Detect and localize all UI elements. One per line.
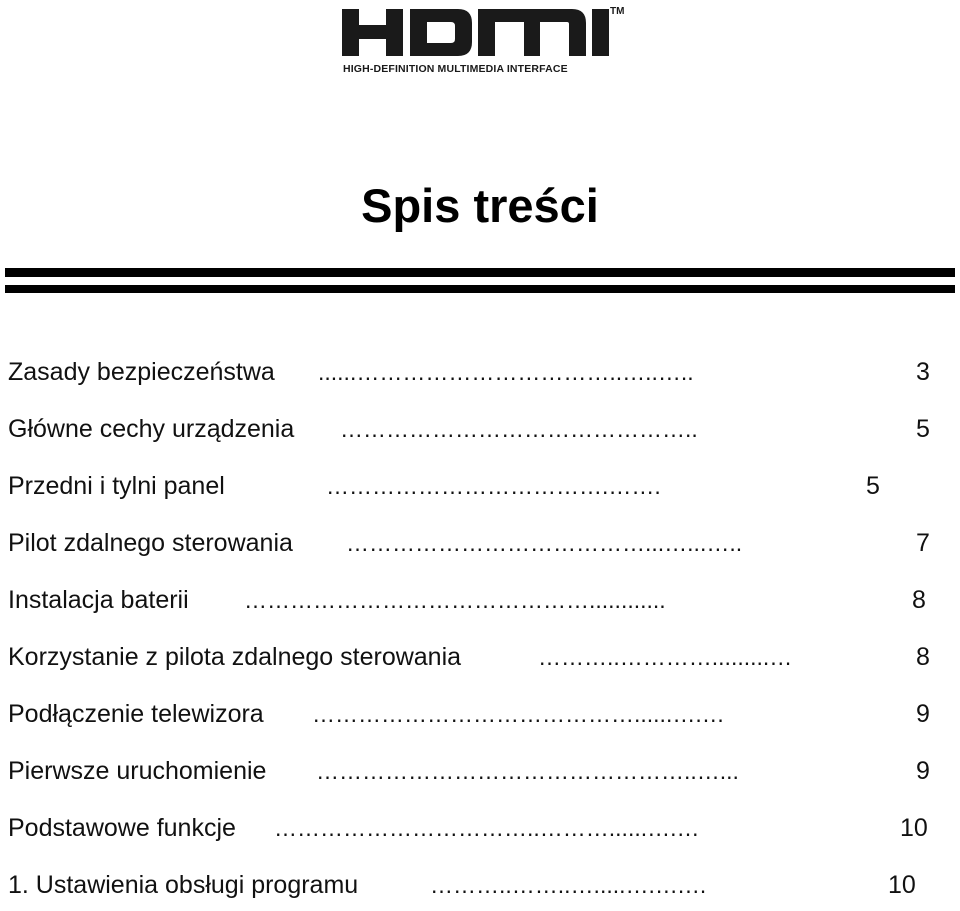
toc-entry-leader: ……………………………………......….… <box>312 701 725 727</box>
hdmi-logo <box>340 6 632 80</box>
toc-entry-label: Pilot zdalnego sterowania <box>8 529 293 557</box>
toc-entry-label: Zasady bezpieczeństwa <box>8 358 275 386</box>
logo-subtitle: HIGH-DEFINITION MULTIMEDIA INTERFACE <box>343 63 568 75</box>
toc-entry-page: 7 <box>916 529 930 557</box>
toc-entry-page: 10 <box>888 871 916 899</box>
toc-entry-leader: ……………………………….……. <box>326 473 661 499</box>
toc-entry-page: 10 <box>900 814 928 842</box>
toc-entry-leader: ………………………………………............ <box>244 587 666 613</box>
page-title: Spis treści <box>361 179 599 232</box>
toc-entry-label: 1. Ustawienia obsługi programu <box>8 871 359 899</box>
toc-entry-label: Przedni i tylni panel <box>8 472 225 500</box>
toc-entry-page: 5 <box>916 415 930 443</box>
toc-entry-label: Główne cechy urządzenia <box>8 415 295 443</box>
toc-entry[interactable] <box>0 523 960 563</box>
toc-entry[interactable] <box>0 808 960 848</box>
toc-entry-page: 8 <box>912 586 926 614</box>
logo-letter-m <box>478 9 586 56</box>
toc-entry-page: 3 <box>916 358 930 386</box>
toc-entry[interactable] <box>0 580 960 620</box>
toc-entry-page: 8 <box>916 643 930 671</box>
toc-entry-leader: …………………………………...…...….. <box>346 530 743 556</box>
hdmi-wordmark <box>340 6 612 58</box>
toc-entry[interactable] <box>0 751 960 791</box>
toc-entry-leader: ………..………….........… <box>538 644 793 670</box>
toc-entry-label: Pierwsze uruchomienie <box>8 757 267 785</box>
logo-letter-i <box>592 9 609 56</box>
toc-entry-leader: ………..……..….....….….… <box>430 872 708 898</box>
toc-entry[interactable] <box>0 466 960 506</box>
toc-entry-leader: …………………………………………..…... <box>316 758 739 784</box>
toc-entry[interactable] <box>0 352 960 392</box>
toc-entry-leader: ......……………………………..…..….. <box>318 359 694 385</box>
toc-entry-label: Korzystanie z pilota zdalnego sterowania <box>8 643 462 671</box>
toc-entry[interactable] <box>0 409 960 449</box>
toc-entry[interactable] <box>0 694 960 734</box>
title-rule-top <box>5 268 955 277</box>
toc-entry-leader: ……………………………..………......….… <box>274 815 700 841</box>
trademark-mark: TM <box>610 6 625 17</box>
toc-entry-page: 9 <box>916 700 930 728</box>
toc-entry-leader: ……………………………………….. <box>340 416 698 442</box>
logo-letter-d <box>410 9 472 56</box>
toc-entry[interactable] <box>0 637 960 677</box>
toc-entry[interactable] <box>0 865 960 905</box>
toc-entry-label: Instalacja baterii <box>8 586 189 614</box>
toc-entry-label: Podstawowe funkcje <box>8 814 236 842</box>
toc-entry-page: 9 <box>916 757 930 785</box>
logo-letter-h <box>342 25 403 39</box>
toc-entry-label: Podłączenie telewizora <box>8 700 264 728</box>
title-rule-bottom <box>5 285 955 293</box>
toc-entry-page: 5 <box>866 472 880 500</box>
